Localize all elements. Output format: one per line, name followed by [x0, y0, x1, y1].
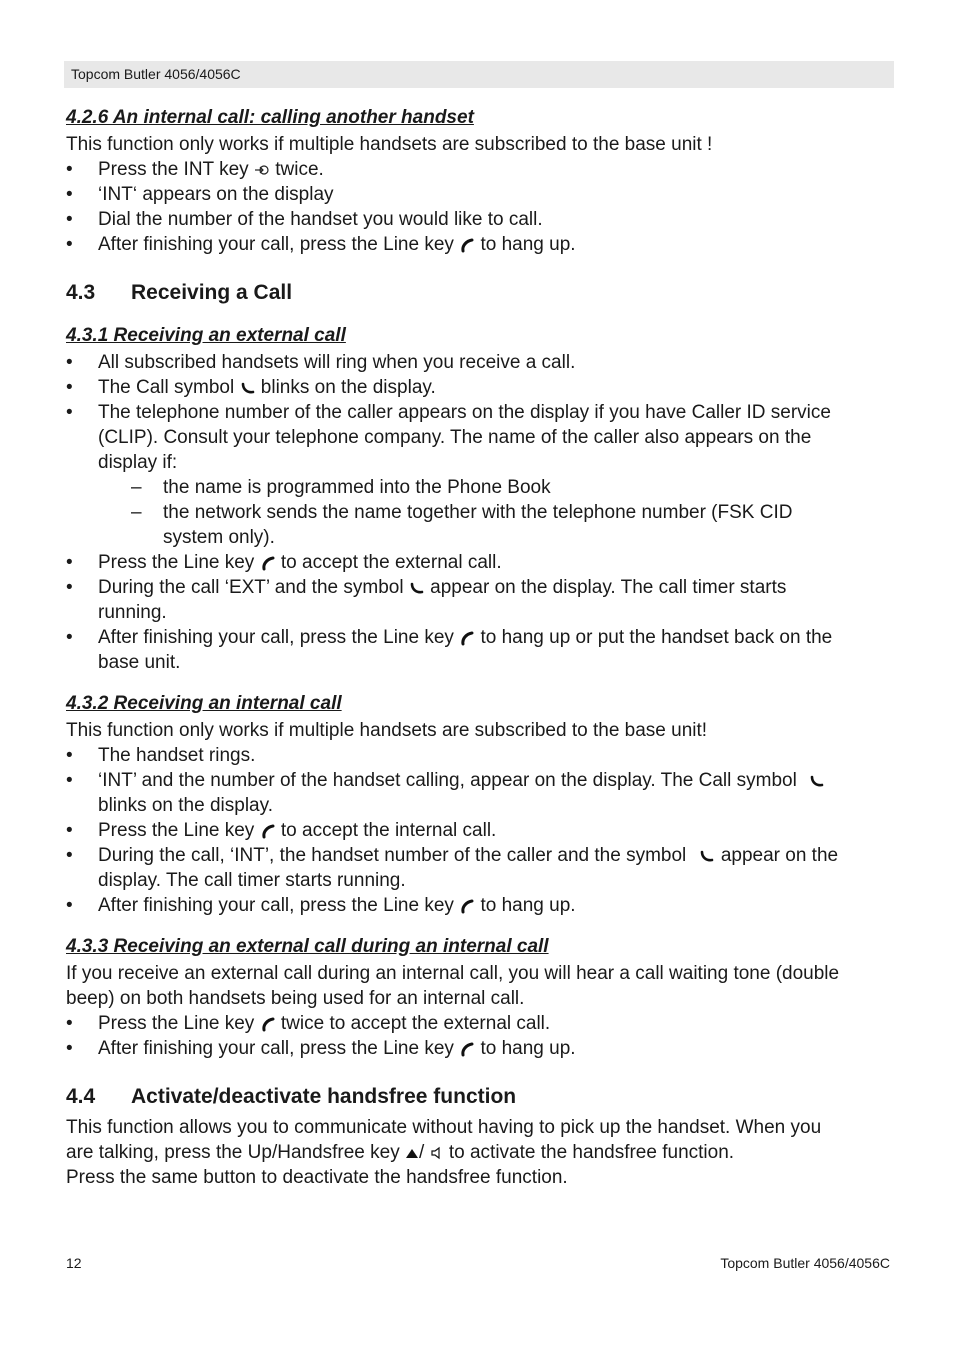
up-arrow-icon — [405, 1147, 419, 1159]
line-key-icon — [260, 555, 276, 571]
bullet: • — [66, 1038, 73, 1059]
section-number: 4.4 — [66, 1085, 96, 1108]
text: The Call symbol — [98, 377, 235, 398]
text: display. The call timer starts running. — [98, 870, 406, 891]
text: Press the Line key — [98, 820, 255, 841]
paragraph — [66, 1142, 734, 1164]
call-symbol-icon — [808, 774, 826, 788]
bullet: • — [66, 184, 73, 205]
text: to hang up or put the handset back on the — [480, 627, 833, 648]
bullet: • — [66, 209, 73, 230]
footer-title: Topcom Butler 4056/4056C — [720, 1255, 890, 1271]
dash: – — [131, 477, 142, 498]
text: Dial the number of the handset you would like to call. — [98, 209, 543, 230]
text: After finishing your call, press the Line key — [98, 234, 454, 255]
text: to hang up. — [480, 895, 576, 916]
text: the name is programmed into the Phone Book — [163, 477, 551, 498]
bullet: • — [66, 627, 73, 648]
text: Press the Line key — [98, 552, 255, 573]
text: The telephone number of the caller appears on the display if you have Caller ID service — [98, 402, 831, 423]
text: twice. — [275, 159, 324, 180]
text: After finishing your call, press the Line key — [98, 895, 454, 916]
text: blinks on the display. — [260, 377, 436, 398]
text: blinks on the display. — [98, 795, 273, 816]
text: to accept the internal call. — [280, 820, 497, 841]
text: to activate the handsfree function. — [448, 1142, 735, 1163]
text: (CLIP). Consult your telephone company. The name of the caller also appears on the — [98, 427, 812, 448]
text: display if: — [98, 452, 178, 473]
bullet: • — [66, 552, 73, 573]
heading-4-2-6: 4.2.6 An internal call: calling another handset — [66, 107, 474, 128]
text: During the call, ‘INT’, the handset number of the caller and the symbol — [98, 845, 687, 866]
line-key-icon — [459, 898, 475, 914]
heading-4-3-2: 4.3.2 Receiving an internal call — [66, 693, 342, 714]
line-key-icon — [260, 1016, 276, 1032]
speaker-icon — [430, 1146, 444, 1160]
bullet: • — [66, 234, 73, 255]
text: system only). — [163, 527, 275, 548]
text: are talking, press the Up/Handsfree key — [66, 1142, 400, 1163]
text: All subscribed handsets will ring when you receive a call. — [98, 352, 576, 373]
text: to accept the external call. — [280, 552, 502, 573]
paragraph: If you receive an external call during an internal call, you will hear a call waiting tone (double — [66, 963, 840, 984]
bullet: • — [66, 377, 73, 398]
separator: / — [419, 1142, 425, 1163]
text: ‘INT‘ appears on the display — [98, 184, 334, 205]
text: appear on the — [720, 845, 839, 866]
dash: – — [131, 502, 142, 523]
bullet: • — [66, 1013, 73, 1034]
heading-4-3-3: 4.3.3 Receiving an external call during an internal call — [66, 936, 549, 957]
paragraph: This function allows you to communicate without having to pick up the handset. When you — [66, 1117, 822, 1138]
line-key-icon — [459, 630, 475, 646]
bullet: • — [66, 402, 73, 423]
text: twice to accept the external call. — [280, 1013, 551, 1034]
text: running. — [98, 602, 167, 623]
text: ‘INT’ and the number of the handset calling, appear on the display. The Call symbol — [98, 770, 797, 791]
text: After finishing your call, press the Line key — [98, 627, 454, 648]
bullet: • — [66, 159, 73, 180]
bullet: • — [66, 845, 73, 866]
line-key-icon — [260, 823, 276, 839]
text: After finishing your call, press the Line key — [98, 1038, 454, 1059]
text: Press the Line key — [98, 1013, 255, 1034]
call-symbol-icon — [409, 581, 425, 595]
line-key-icon — [459, 1041, 475, 1057]
section-title: Activate/deactivate handsfree function — [131, 1085, 517, 1108]
int-key-icon — [254, 163, 270, 177]
bullet: • — [66, 352, 73, 373]
section-title: Receiving a Call — [131, 281, 293, 304]
page-number: 12 — [66, 1255, 82, 1271]
header-title: Topcom Butler 4056/4056C — [71, 66, 241, 82]
text: appear on the display. The call timer starts — [430, 577, 787, 598]
text: to hang up. — [480, 234, 576, 255]
paragraph: beep) on both handsets being used for an internal call. — [66, 988, 525, 1009]
bullet: • — [66, 577, 73, 598]
paragraph: This function only works if multiple handsets are subscribed to the base unit ! — [66, 134, 713, 155]
call-symbol-icon — [240, 381, 256, 395]
paragraph: Press the same button to deactivate the handsfree function. — [66, 1167, 568, 1188]
bullet: • — [66, 745, 73, 766]
bullet: • — [66, 895, 73, 916]
text: Press the INT key — [98, 159, 249, 180]
bullet: • — [66, 770, 73, 791]
line-key-icon — [459, 237, 475, 253]
text: base unit. — [98, 652, 181, 673]
bullet: • — [66, 820, 73, 841]
call-symbol-icon — [698, 849, 716, 863]
heading-4-3-1: 4.3.1 Receiving an external call — [66, 325, 346, 346]
text: the network sends the name together with the telephone number (FSK CID — [163, 502, 793, 523]
text: During the call ‘EXT’ and the symbol — [98, 577, 404, 598]
text: The handset rings. — [98, 745, 256, 766]
text: to hang up. — [480, 1038, 576, 1059]
paragraph: This function only works if multiple handsets are subscribed to the base unit! — [66, 720, 708, 741]
section-number: 4.3 — [66, 281, 96, 304]
